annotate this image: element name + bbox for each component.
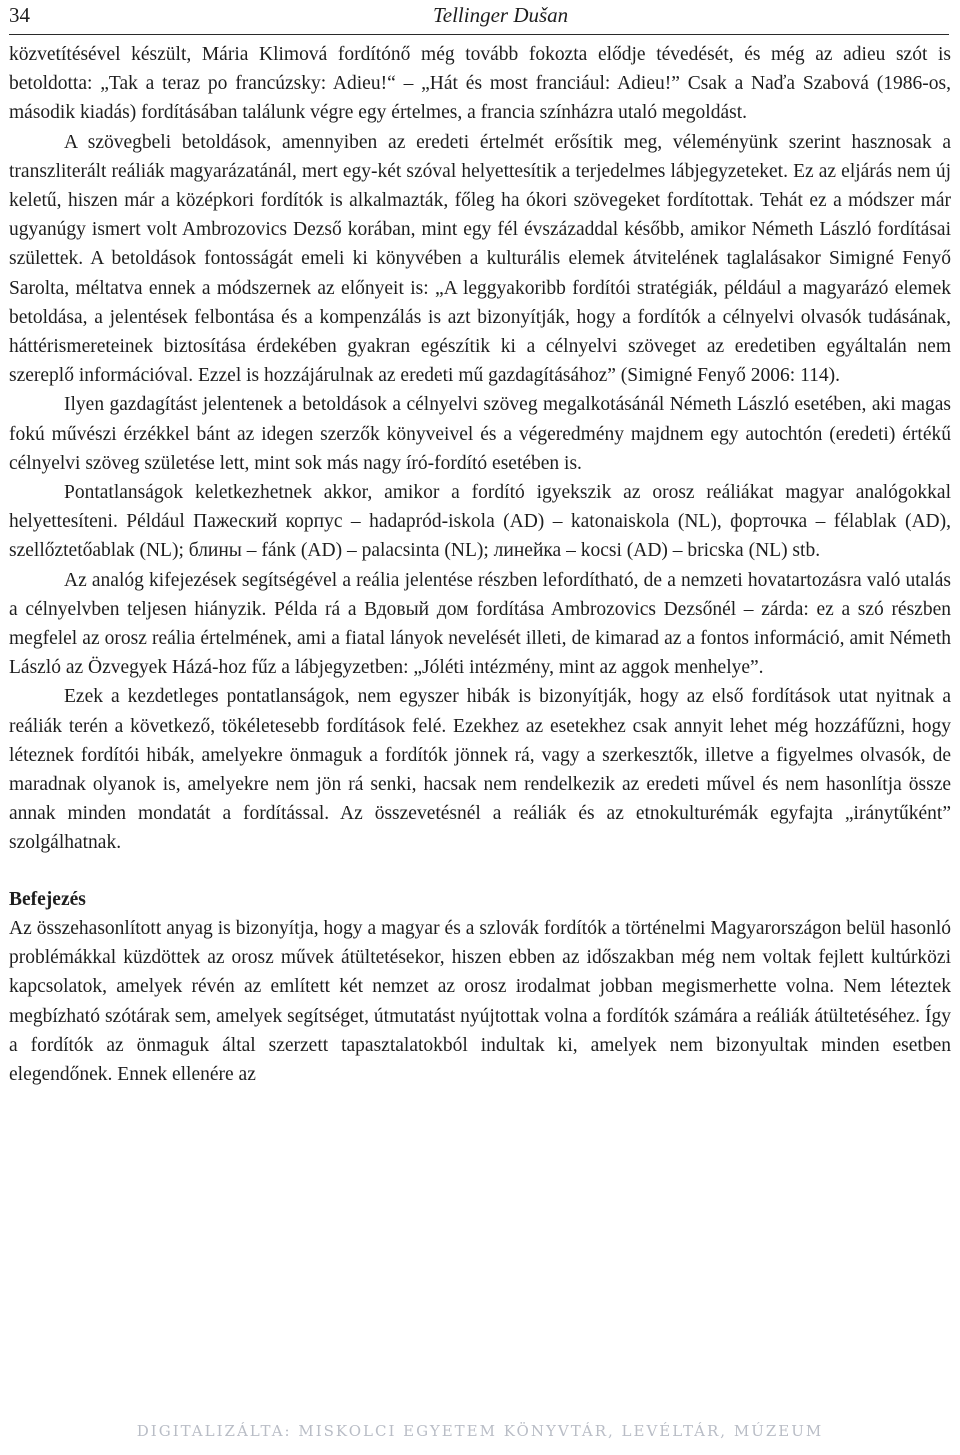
digitization-watermark: DIGITALIZÁLTA: MISKOLCI EGYETEM KÖNYVTÁR, LEVÉLTÁR, MÚZEUM	[136, 1422, 824, 1440]
paragraph-3: Ilyen gazdagítást jelentenek a betoldások a célnyelvi szöveg megalkotásánál Németh László esetében, aki magas fokú művészi érzékkel bánt az idegen szerzők könyveivel és a végeredmény majdnem egy autochtón (eredeti) értékű célnyelvi szöveg születése lett, mint sok más nagy író-fordító esetében is.	[9, 394, 951, 474]
paragraph-5: Az analóg kifejezések segítségével a reália jelentése részben lefordítható, de a nemzeti hovatartozásra való utalás a célnyelvben teljesen hiányzik. Példa rá a Вдовый дом fordítása Ambrozovics Dezsőnél – zárda: ez a szó részben megfelel az orosz reália értelmének, ami a fiatal lányok nevelését illeti, de kimarad az a fontos információ, amit Németh László az Özvegyek Házá-hoz fűz a lábjegyzetben: „Jóléti intézmény, mint az aggok menhelye”.	[9, 569, 951, 679]
page-number: 34	[9, 3, 30, 27]
body-text	[9, 40, 951, 1089]
page-header	[9, 0, 949, 35]
paragraph-6: Ezek a kezdetleges pontatlanságok, nem egyszer hibák is bizonyítják, hogy az első fordítások utat nyitnak a reáliák terén a következő, tökéletesebb fordítások felé. Ezekhez az esetekhez csak annyit lehet még hozzáfűzni, hogy léteznek fordítói hibák, amelyekre önmaguk a fordítók jönnek rá, vagy a szerkesztők, illetve a figyelmes olvasók, de maradnak olyanok is, amelyekre nem jön rá senki, hacsak nem rendelkezik az eredeti művel és nem hasonlítja össze annak minden mondatát a fordítással. Az összevetésnél a reáliák és az etnokulturémák egyfajta „iránytűként” szolgálhatnak.	[9, 686, 951, 854]
running-head: Tellinger Dušan	[433, 3, 569, 27]
paragraph-4: Pontatlanságok keletkezhetnek akkor, amikor a fordító igyekszik az orosz reáliákat magyar analógokkal helyettesíteni. Például Пажеский корпус – hadapród-iskola (AD) – katonaiskola (NL), форточка – félablak (AD), szellőztetőablak (NL); блины – fánk (AD) – palacsinta (NL); линейка – kocsi (AD) – bricska (NL) stb.	[9, 482, 951, 562]
section-heading: Befejezés	[9, 888, 86, 910]
paragraph-2: A szövegbeli betoldások, amennyiben az eredeti értelmét erősítik meg, véleményünk szerint hasznosak a transzliterált reáliák magyarázatánál, mert egy-két szóval helyettesítik a terjedelmes lábjegyzeteket. Ez az eljárás nem új keletű, hiszen már a középkori fordítók is alkalmazták, főleg ha ókori szövegeket fordítottak. Tehát ez a módszer már ugyanúgy ismert volt Ambrozovics Dezső korában, mint egy fél évszázaddal később, amikor Németh László fordításai születtek. A betoldások fontosságát emeli ki könyvében a kulturális elemek átvitelének taglalásakor Simigné Fenyő Sarolta, méltatva ennek a módszernek az előnyeit is: „A leggyakoribb fordítói stratégiák, például a magyarázó elemek betoldása, a jelentések felbontása és a kompenzálás is azt bizonyítják, hogy a fordítók a célnyelvi olvasók tudásának, háttérismereteinek biztosítása érdekében gyakran egészítik ki a célnyelvi szöveget az eredetiben egyáltalán nem szereplő információval. Ezzel is hozzájárulnak az eredeti mű gazdagításához” (Simigné Fenyő 2006: 114).	[9, 131, 951, 387]
paragraph-1: közvetítésével készült, Mária Klimová fordítónő még tovább fokozta elődje tévedését, és még az adieu szót is betoldotta: „Tak a teraz po francúzsky: Adieu!“ – „Hát és most franciául: Adieu!” Csak a Naďa Szabová (1986-os, második kiadás) fordításában találunk végre egy értelmes, a francia színházra utaló megoldást.	[9, 44, 951, 124]
section-paragraph: Az összehasonlított anyag is bizonyítja, hogy a magyar és a szlovák fordítók a történelmi Magyarországon belül hasonló problémákkal küzdöttek az orosz művek átültetésekor, hiszen ebben az időszakban még nem voltak fejlett kultúrközi kapcsolatok, amelyek révén az említett két nemzet az orosz irodalmat jobban megismerhette volna. Nem léteztek megbízható szótárak sem, amelyek segítséget, útmutatást nyújtottak volna a fordítók számára a reáliák átültetéséhez. Így a fordítók az önmaguk által szerzett tapasztalatokból indultak ki, amelyek nem bizonyultak minden esetben elegendőnek. Ennek ellenére az	[9, 917, 951, 1085]
